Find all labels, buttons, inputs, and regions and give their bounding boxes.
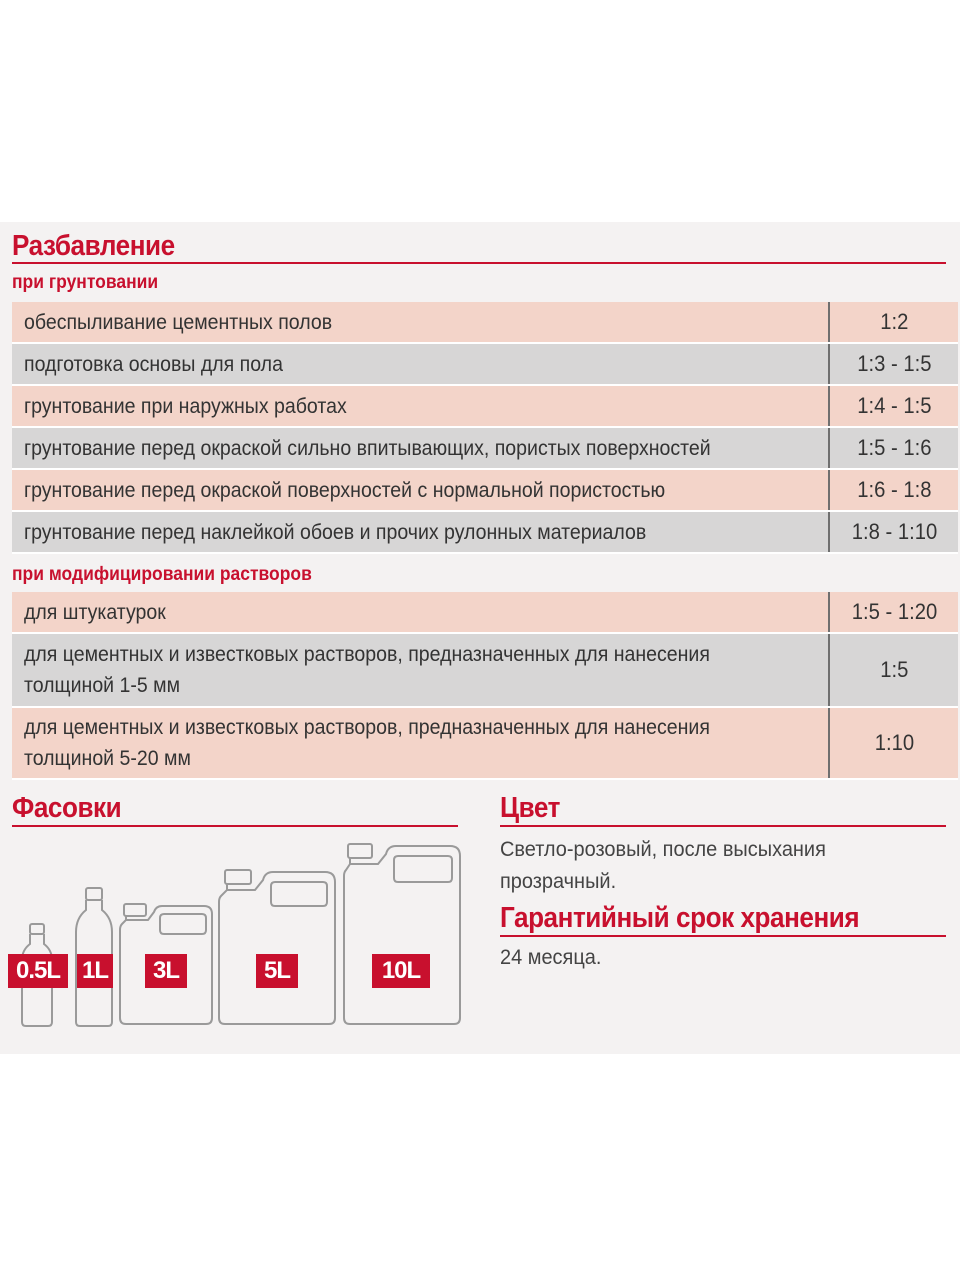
row-label: подготовка основы для пола [12,344,830,384]
canister-icon [217,868,337,1026]
shelf-life-text: 24 месяца. [500,946,602,969]
table-row [12,512,958,554]
shelf-life-title: Гарантийный срок хранения [500,902,860,934]
row-label: обеспыливание цементных полов [12,302,830,342]
packaging-rule [12,825,458,827]
table-row [12,428,958,470]
packaging-title: Фасовки [12,792,122,824]
row-label: грунтование перед наклейкой обоев и прочих рулонных материалов [12,512,830,552]
row-label: для штукатурок [12,592,830,632]
table-row [12,634,958,708]
table-row [12,386,958,428]
row-ratio: 1:5 [879,657,909,682]
canister-large-icon [342,842,462,1026]
dilution-title: Разбавление [12,230,175,262]
color-title: Цвет [500,792,560,824]
color-text: Светло-розовый, после высыхания прозрачный. [500,838,826,893]
table-row [12,470,958,512]
row-label: грунтование перед окраской поверхностей с нормальной пористостью [12,470,830,510]
mortar-subtitle: при модифицировании растворов [12,564,312,585]
shelf-life-rule [500,935,946,937]
volume-badge: 10L [372,954,430,988]
row-ratio: 1:4 - 1:5 [856,393,932,418]
table-row [12,592,958,634]
table-row [12,302,958,344]
priming-subtitle: при грунтовании [12,272,159,293]
table-row [12,344,958,386]
row-label: для цементных и известковых растворов, предназначенных для нанесения толщиной 1-5 мм [12,634,830,706]
volume-badge: 3L [145,954,187,988]
row-label: грунтование перед окраской сильно впитывающих, пористых поверхностей [12,428,830,468]
row-label: для цементных и известковых растворов, предназначенных для нанесения толщиной 5-20 мм [12,708,830,778]
volume-badge: 5L [256,954,298,988]
dilution-rule [12,262,946,264]
row-ratio: 1:5 - 1:6 [856,435,932,460]
row-ratio: 1:10 [874,730,914,755]
row-ratio: 1:2 [879,309,909,334]
row-ratio: 1:5 - 1:20 [851,599,937,624]
row-ratio: 1:6 - 1:8 [856,477,932,502]
row-label: грунтование при наружных работах [12,386,830,426]
color-rule [500,825,946,827]
volume-badge: 0.5L [8,954,68,988]
info-panel [0,222,960,1054]
volume-badge: 1L [77,954,113,988]
row-ratio: 1:8 - 1:10 [851,519,937,544]
row-ratio: 1:3 - 1:5 [856,351,932,376]
table-row [12,708,958,780]
